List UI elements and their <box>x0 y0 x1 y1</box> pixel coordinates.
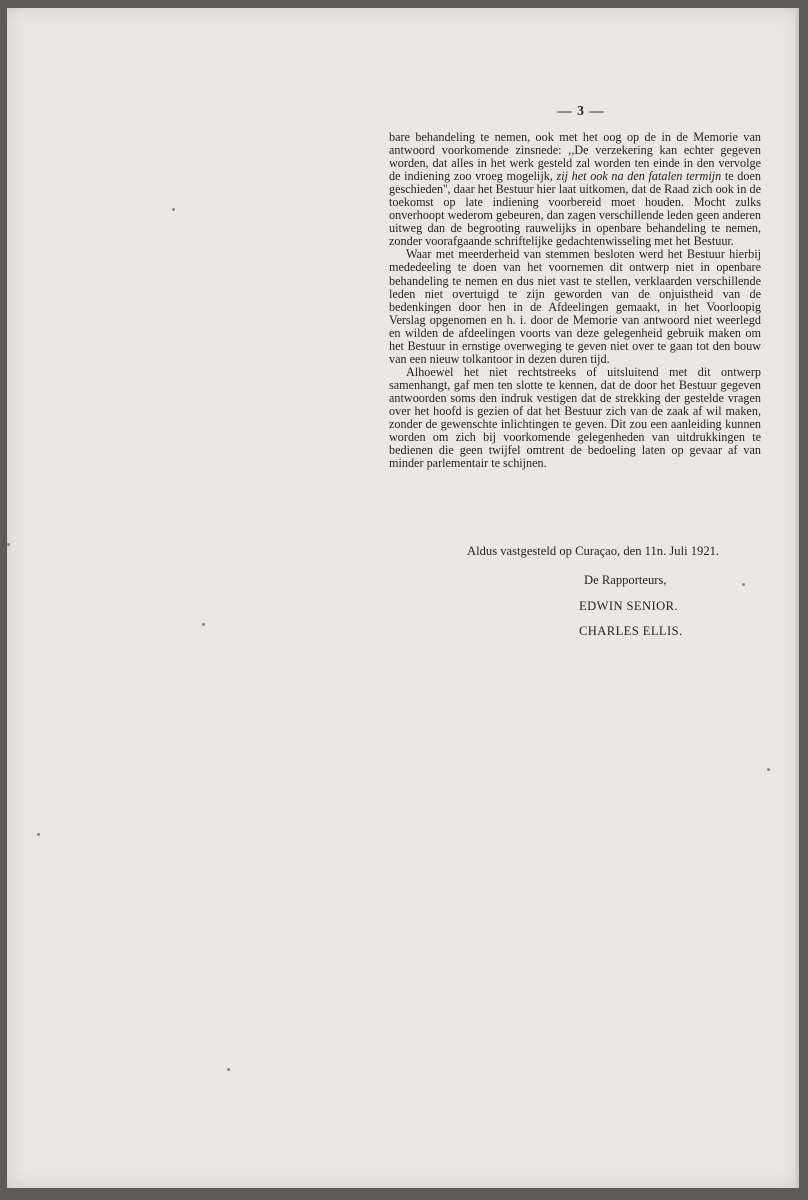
paper-speck <box>37 833 40 836</box>
paragraph-1-text: bare behandeling te nemen, ook met het oog op de in de Memorie van antwoord voorkomende zinsnede: ,,De verzekering kan echter gegeven worden, dat alles in het werk gesteld zal worden ten einde in den vervolge de indiening zoo vroeg mogelijk, <box>389 130 761 184</box>
page-number: — 3 — <box>557 104 605 119</box>
signatory-edwin-senior: EDWIN SENIOR. <box>579 599 678 613</box>
paper-speck <box>202 623 205 626</box>
paragraph-2: Waar met meerderheid van stemmen besloten werd het Bestuur hierbij mededeeling te doen van het voornemen dit ontwerp niet in openbare behandeling te nemen en dus niet vast te stellen, verklaarden verschillende leden niet overtuigd te zijn geworden van de onjuistheid van de bedenkingen door hen in de Afdeelingen gemaakt, in het Voorloopig Verslag opgenomen en h. i. door de Memorie van antwoord niet weerlegd en wilden de afdeelingen voorts van deze gelegenheid gebruik maken om het Bestuur in ernstige overweging te geven niet over te gaan tot den bouw van een nieuw tolkantoor in dezen duren tijd. <box>389 247 761 366</box>
page-edge <box>795 8 799 1188</box>
paragraph-1-italic-phrase: zij het ook na den fatalen termijn <box>556 169 722 184</box>
signatory-charles-ellis: CHARLES ELLIS. <box>579 624 683 638</box>
rapporteurs-label: De Rapporteurs, <box>584 573 667 587</box>
body-text-column <box>389 131 761 470</box>
paper-speck <box>767 768 770 771</box>
date-line: Aldus vastgesteld op Curaçao, den 11n. Juli 1921. <box>467 544 720 558</box>
paper-speck <box>7 543 10 546</box>
paragraph-1 <box>389 131 761 248</box>
paragraph-1-text-continued: te doen geschieden'', daar het Bestuur hier laat uitkomen, dat de Raad zich ook in de toekomst op late indiening voorbereid moet houden. Mocht zulks onverhoopt wederom gebeuren, dan zagen verschillende leden geen anderen uitweg dan de begrooting rauwelijks in openbare behandeling te nemen, zonder voorafgaande schriftelijke gedachtenwisseling met het Bestuur. <box>389 169 761 249</box>
paper-speck <box>172 208 175 211</box>
paper-speck <box>227 1068 230 1071</box>
paragraph-3: Alhoewel het niet rechtstreeks of uitsluitend met dit ontwerp samenhangt, gaf men ten slotte te kennen, dat de door het Bestuur gegeven antwoorden soms den indruk vestigen dat de strekking der gestelde vragen over het hoofd is gezien of dat het Bestuur zich van de zaak af wil maken, zonder de gewenschte inlichtingen te geven. Dit zou een aanleiding kunnen worden om zich bij voorkomende gelegenheden van uitdrukkingen te bedienen die geen twijfel omtrent de bedoeling laten op gevaar af van minder parlementair te schijnen. <box>389 364 761 471</box>
paper-speck <box>742 583 745 586</box>
